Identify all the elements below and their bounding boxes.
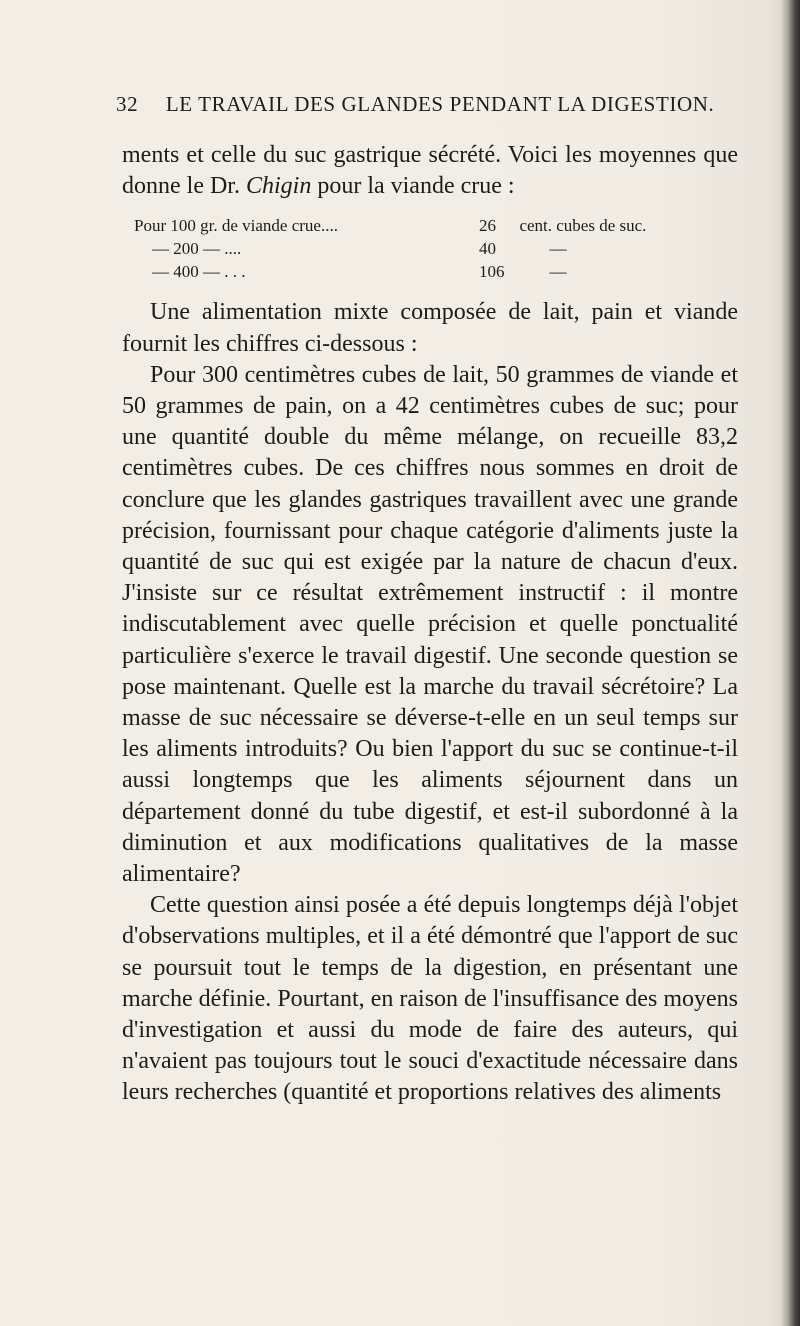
- body-text: [122, 140, 738, 1109]
- table-unit: —: [549, 262, 567, 282]
- table-label: — 200 — ....: [152, 239, 242, 259]
- table-unit: cent. cubes de suc.: [519, 216, 647, 236]
- table-value: 40: [478, 239, 496, 259]
- author-name: Chigin: [245, 173, 312, 200]
- intro-text-2: pour la viande crue :: [311, 173, 515, 200]
- table-value: 106: [478, 262, 505, 282]
- paragraph: Une alimentation mixte composée de lait, pain et viande fournit les chiffres ci-dessous :: [122, 299, 738, 357]
- table-label: Pour 100 gr. de viande crue....: [134, 216, 338, 236]
- running-header: [116, 92, 716, 117]
- measurement-table: [134, 214, 738, 283]
- running-title: LE TRAVAIL DES GLANDES PENDANT LA DIGESTION.: [165, 92, 715, 116]
- paragraph: Cette question ainsi posée a été depuis longtemps déjà l'objet d'observations multiples, et il a été démontré que l'apport de suc se poursuit tout le temps de la digestion, en présentant une marche définie. Pourtant, en raison de l'insuffisance des moyens d'investigation et aussi du mode de faire des auteurs, qui n'avaient pas toujours tout le souci d'exactitude nécessaire dans leurs recherches (quantité et proportions relatives des aliments: [122, 892, 738, 1106]
- table-unit: —: [549, 239, 567, 259]
- page-edge-shadow: [780, 0, 800, 1326]
- table-value: 26: [478, 216, 496, 236]
- paragraph: Pour 300 centimètres cubes de lait, 50 grammes de viande et 50 grammes de pain, on a 42 centimètres cubes de suc; pour une quantité double du même mélange, on recueille 83,2 centimètres cubes. De ces chiffres nous sommes en droit de conclure que les glandes gastriques travaillent avec une grande précision, fournissant pour chaque catégorie d'aliments juste la quantité de suc qui est exigée par la nature de chacun d'eux. J'insiste sur ce résultat extrêmement instructif : il montre indiscutablement avec quelle précision et quelle ponctualité particulière s'exerce le travail digestif. Une seconde question se pose maintenant. Quelle est la marche du travail sécrétoire? La masse de suc nécessaire se déverse-t-elle en un seul temps sur les aliments introduits? Ou bien l'apport du suc se continue-t-il aussi longtemps que les aliments séjournent dans un département donné du tube digestif, et est-il subordonné à la diminution et aux modifications qualitatives de la masse alimentaire?: [122, 361, 738, 888]
- table-label: — 400 — . . .: [152, 262, 246, 282]
- intro-paragraph: [122, 140, 738, 202]
- table-row: [134, 237, 738, 260]
- intro-text-1: ments et celle du suc gastrique sécrété. Voici les moyennes que donne le Dr.: [122, 142, 738, 200]
- page-number: 32: [116, 92, 139, 116]
- table-row: [134, 260, 738, 283]
- table-row: [134, 214, 738, 237]
